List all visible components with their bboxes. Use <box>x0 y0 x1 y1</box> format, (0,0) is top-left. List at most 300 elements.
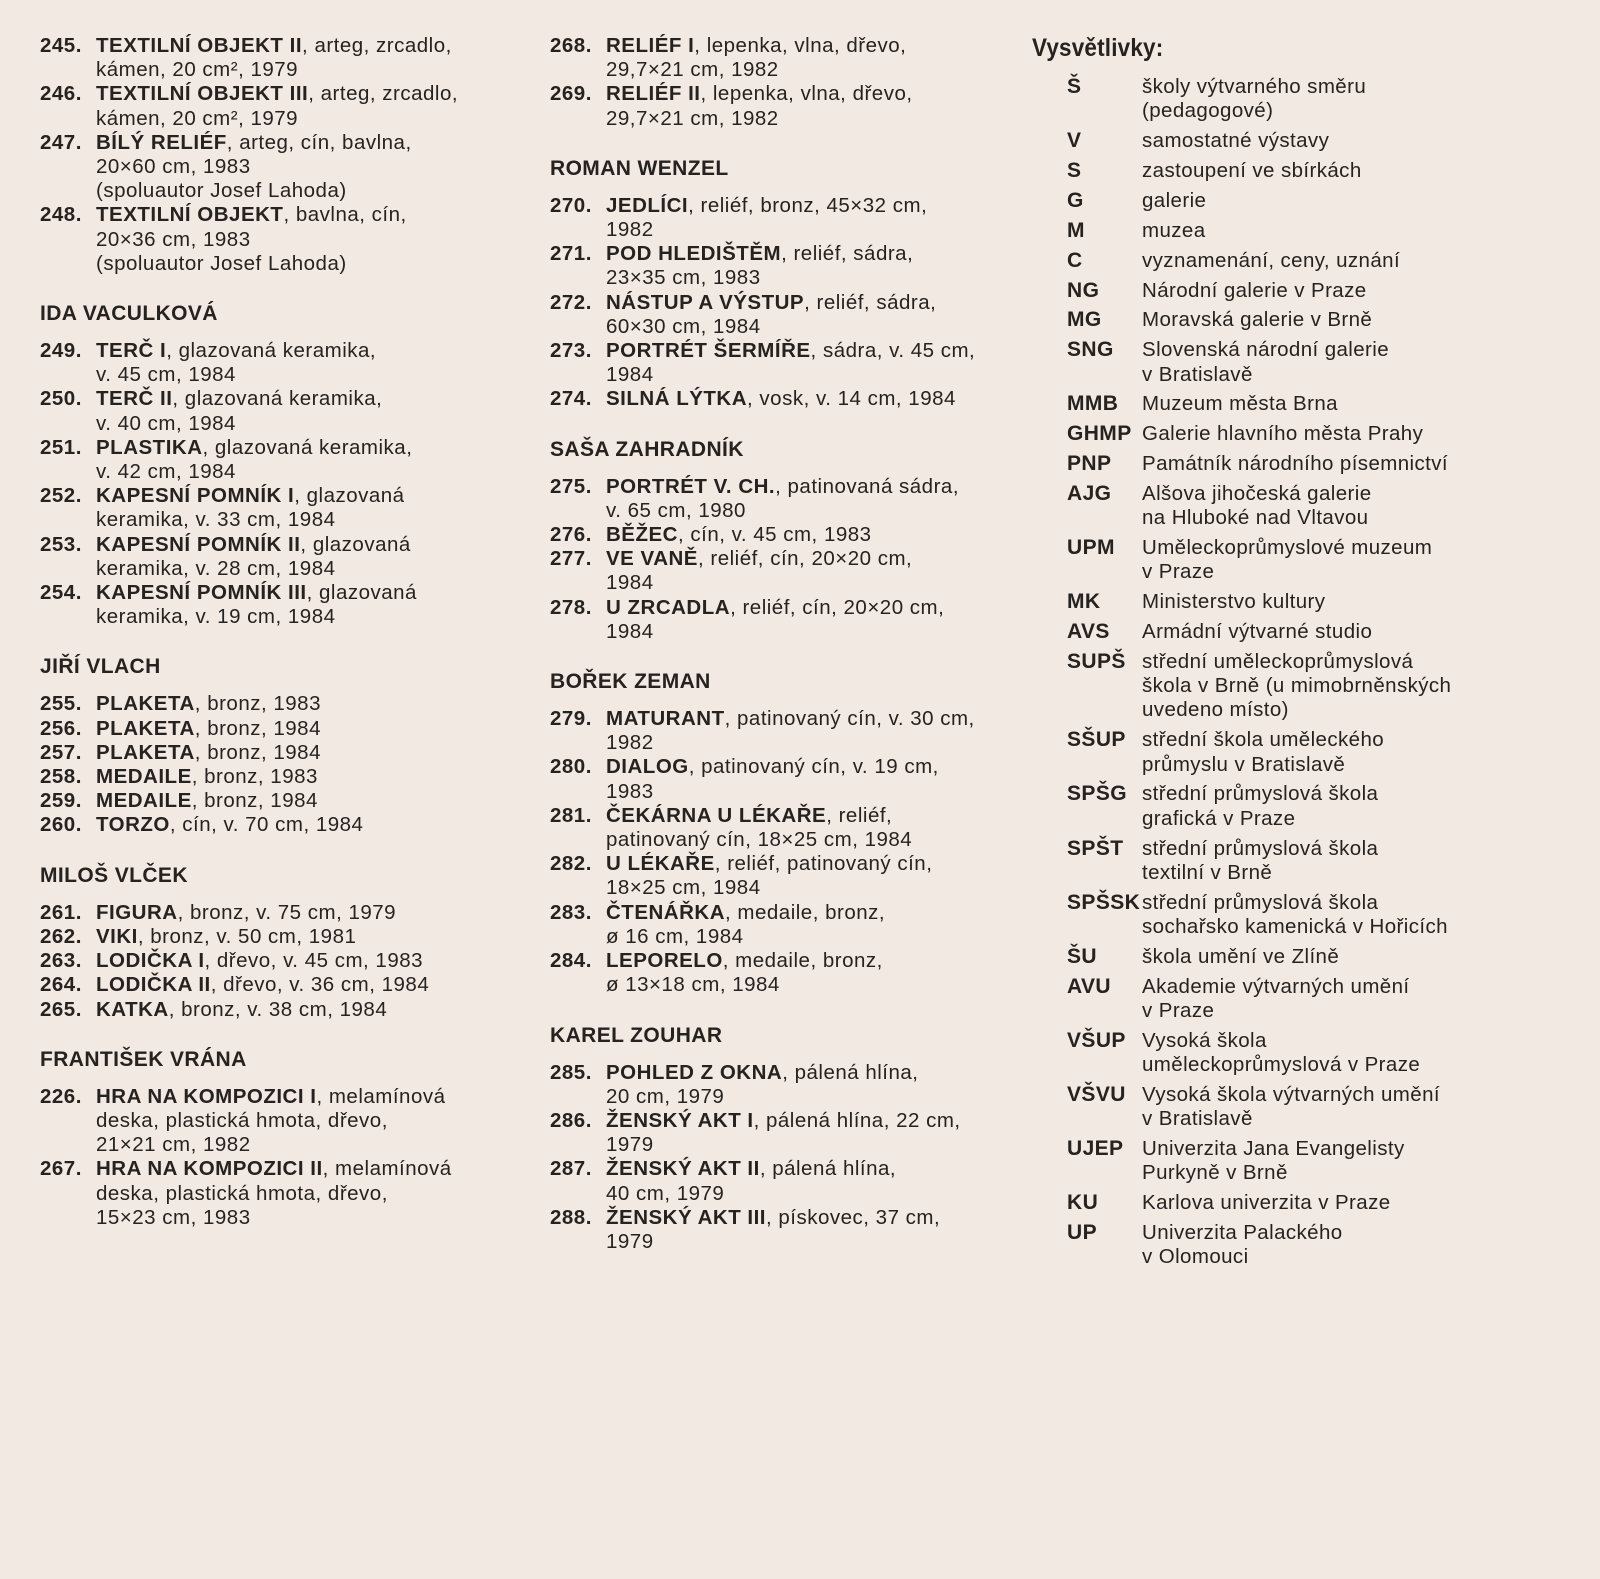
work-details: , medaile, bronz, ø 13×18 cm, 1984 <box>606 949 883 997</box>
work-details: , lepenka, vlna, dřevo, 29,7×21 cm, 1982 <box>606 34 907 82</box>
artist-name: IDA VACULKOVÁ <box>40 302 218 326</box>
entry-text <box>606 1061 1030 1109</box>
catalog-entry <box>550 1109 1030 1157</box>
work-details: , medaile, bronz, ø 16 cm, 1984 <box>606 900 886 948</box>
work-details: , pálená hlína, 20 cm, 1979 <box>606 1060 919 1108</box>
work-title: KATKA <box>96 997 169 1021</box>
work-details: , pálená hlína, 22 cm, 1979 <box>606 1108 961 1157</box>
catalog-entry <box>40 203 520 276</box>
legend-item <box>1032 338 1552 386</box>
work-title: ŽENSKÝ AKT III <box>606 1205 766 1229</box>
artist-section <box>550 1023 1030 1255</box>
catalog-entry <box>550 82 1030 130</box>
catalog-entry <box>550 755 1030 803</box>
catalog-entry <box>40 925 520 949</box>
legend-definition: Muzeum města Brna <box>1142 392 1338 416</box>
entry-text <box>606 949 1030 997</box>
entry-number: 285. <box>550 1060 592 1084</box>
work-details: , pálená hlína, 40 cm, 1979 <box>606 1157 897 1205</box>
work-title: ŽENSKÝ AKT I <box>606 1108 754 1132</box>
entry-number: 247. <box>40 130 82 154</box>
entry-number: 282. <box>550 852 592 876</box>
catalog-entry <box>40 82 520 130</box>
catalog-entry <box>40 692 520 716</box>
legend-abbreviation: NG <box>1067 278 1100 302</box>
work-title: BÍLÝ RELIÉF <box>96 130 227 154</box>
entry-number: 278. <box>550 595 592 619</box>
legend-definition: střední průmyslová škola textilní v Brně <box>1142 836 1379 884</box>
work-title: U ZRCADLA <box>606 595 731 619</box>
legend-item <box>1032 75 1552 123</box>
work-details: , melamínová deska, plastická hmota, dřevo, 21×21 cm, 1982 <box>96 1084 446 1157</box>
work-title: JEDLÍCI <box>606 193 689 217</box>
work-details: , sádra, v. 45 cm, 1984 <box>606 339 976 387</box>
catalog-entry <box>550 475 1030 523</box>
catalog-entry <box>550 596 1030 644</box>
legend-item <box>1032 975 1552 1023</box>
entry-number: 249. <box>40 339 82 363</box>
artist-section <box>40 654 520 837</box>
entry-text <box>606 523 1030 547</box>
entry-text <box>606 596 1030 644</box>
entry-number: 264. <box>40 973 82 997</box>
work-title: TEXTILNÍ OBJEKT II <box>96 34 303 57</box>
artist-section <box>550 669 1030 997</box>
work-title: HRA NA KOMPOZICI II <box>96 1157 323 1181</box>
catalog-entry <box>550 949 1030 997</box>
catalog-entry <box>550 194 1030 242</box>
entry-text <box>96 82 520 130</box>
artist-section <box>550 34 1030 131</box>
work-details: , dřevo, v. 36 cm, 1984 <box>210 973 430 997</box>
catalog-entry <box>40 813 520 837</box>
entry-text <box>606 852 1030 900</box>
work-title: TERČ II <box>96 387 173 411</box>
legend-abbreviation: MG <box>1067 308 1102 332</box>
legend-definition: střední průmyslová škola grafická v Praze <box>1142 782 1379 830</box>
work-details: , bronz, 1984 <box>194 716 321 740</box>
legend-item <box>1032 620 1552 644</box>
legend-abbreviation: ŠU <box>1067 944 1097 968</box>
work-details: , lepenka, vlna, dřevo, 29,7×21 cm, 1982 <box>606 82 913 130</box>
catalog-entry <box>40 717 520 741</box>
work-title: PORTRÉT V. CH. <box>606 474 776 498</box>
legend-definition: Akademie výtvarných umění v Praze <box>1142 974 1410 1022</box>
artist-name: ROMAN WENZEL <box>550 156 729 180</box>
legend-item <box>1032 891 1552 939</box>
entry-text <box>96 765 520 789</box>
legend-column <box>1032 34 1552 1275</box>
entry-text <box>606 194 1030 242</box>
work-details: , glazovaná keramika, v. 40 cm, 1984 <box>96 387 383 435</box>
entry-text <box>96 533 520 581</box>
entry-number: 279. <box>550 707 592 731</box>
work-title: VIKI <box>96 924 138 948</box>
legend-definition: vyznamenání, ceny, uznání <box>1142 248 1401 272</box>
legend-item <box>1032 590 1552 614</box>
entry-number: 269. <box>550 82 592 106</box>
catalog-entry <box>550 804 1030 852</box>
work-details: , glazovaná keramika, v. 33 cm, 1984 <box>96 484 405 532</box>
legend-definition: muzea <box>1142 218 1206 242</box>
entry-number: 258. <box>40 765 82 789</box>
catalog-entry <box>550 291 1030 339</box>
legend-abbreviation: VŠVU <box>1067 1082 1126 1106</box>
artist-name: MILOŠ VLČEK <box>40 863 188 887</box>
catalog-entry <box>40 901 520 925</box>
legend-item <box>1032 650 1552 723</box>
legend-item <box>1032 837 1552 885</box>
entry-number: 256. <box>40 716 82 740</box>
legend-definition: zastoupení ve sbírkách <box>1142 158 1362 182</box>
entry-number: 265. <box>40 997 82 1021</box>
entry-text <box>96 339 520 387</box>
work-details: , bronz, 1984 <box>194 740 321 764</box>
work-details: , reliéf, patinovaný cín, 18×25 cm, 1984 <box>606 803 913 852</box>
legend-abbreviation: UP <box>1067 1220 1097 1244</box>
entry-number: 284. <box>550 949 592 973</box>
catalog-entry <box>40 131 520 204</box>
entry-number: 255. <box>40 692 82 716</box>
legend-abbreviation: SPŠSK <box>1067 890 1141 914</box>
work-details: , arteg, zrcadlo, kámen, 20 cm², 1979 <box>96 34 452 82</box>
legend-item <box>1032 1137 1552 1185</box>
catalog-entry <box>40 581 520 629</box>
entry-text <box>96 741 520 765</box>
work-details: , bronz, v. 38 cm, 1984 <box>168 997 388 1021</box>
legend-abbreviation: UPM <box>1067 536 1115 560</box>
legend-item <box>1032 392 1552 416</box>
work-details: , patinovaný cín, v. 19 cm, 1983 <box>606 755 939 803</box>
legend-item <box>1032 308 1552 332</box>
legend-abbreviation: AVU <box>1067 974 1111 998</box>
legend-item <box>1032 219 1552 243</box>
entry-number: 287. <box>550 1157 592 1181</box>
catalog-entry <box>550 1157 1030 1205</box>
legend-definition: škola umění ve Zlíně <box>1142 944 1340 968</box>
legend-abbreviation: M <box>1067 218 1085 242</box>
work-title: LEPORELO <box>606 949 723 973</box>
legend-definition: Uměleckoprůmyslové muzeum v Praze <box>1142 536 1433 584</box>
entry-text <box>96 973 520 997</box>
work-details: , reliéf, cín, 20×20 cm, 1984 <box>606 595 945 643</box>
entry-number: 277. <box>550 547 592 571</box>
work-title: PLAKETA <box>96 740 195 764</box>
legend-definition: Vysoká škola výtvarných umění v Bratislavě <box>1142 1082 1440 1131</box>
work-title: LODIČKA II <box>96 973 211 997</box>
legend-definition: Vysoká škola uměleckoprůmyslová v Praze <box>1142 1028 1421 1076</box>
catalog-entry <box>550 707 1030 755</box>
work-details: , patinovaná sádra, v. 65 cm, 1980 <box>606 474 960 522</box>
legend-definition: Univerzita Palackého v Olomouci <box>1142 1220 1343 1269</box>
legend-item <box>1032 945 1552 969</box>
entry-text <box>96 484 520 532</box>
legend-abbreviation: PNP <box>1067 452 1112 476</box>
legend-definition: Karlova univerzita v Praze <box>1142 1191 1391 1214</box>
artist-section <box>550 156 1030 412</box>
catalog-entry <box>550 34 1030 82</box>
legend-item <box>1032 452 1552 476</box>
entry-text <box>96 1085 520 1158</box>
entry-text <box>606 1157 1030 1205</box>
legend-abbreviation: V <box>1067 129 1082 153</box>
work-title: BĚŽEC <box>606 523 678 547</box>
legend-item <box>1032 1191 1552 1215</box>
work-details: , vosk, v. 14 cm, 1984 <box>747 387 956 411</box>
legend-abbreviation: MMB <box>1067 392 1119 416</box>
catalog-entry <box>40 484 520 532</box>
legend-item <box>1032 279 1552 303</box>
entry-number: 226. <box>40 1084 82 1108</box>
entry-text <box>96 1157 520 1230</box>
entry-text <box>96 436 520 484</box>
catalog-entry <box>550 523 1030 547</box>
catalog-entry <box>550 1206 1030 1254</box>
legend-definition: Slovenská národní galerie v Bratislavě <box>1142 338 1390 386</box>
entry-text <box>96 34 520 82</box>
artist-name: FRANTIŠEK VRÁNA <box>40 1047 247 1071</box>
work-title: MATURANT <box>606 707 725 731</box>
work-title: POHLED Z OKNA <box>606 1060 783 1084</box>
work-title: ČTENÁŘKA <box>606 900 726 924</box>
work-details: , reliéf, sádra, 23×35 cm, 1983 <box>606 242 914 290</box>
entry-number: 250. <box>40 387 82 411</box>
work-details: , pískovec, 37 cm, 1979 <box>606 1205 941 1253</box>
legend-item <box>1032 782 1552 830</box>
catalog-entry <box>40 765 520 789</box>
entry-number: 286. <box>550 1108 592 1132</box>
entry-number: 251. <box>40 435 82 459</box>
entry-text <box>606 339 1030 387</box>
work-title: FIGURA <box>96 900 178 924</box>
legend-definition: samostatné výstavy <box>1142 129 1330 153</box>
entry-number: 271. <box>550 242 592 266</box>
legend-definition: střední škola uměleckého průmyslu v Bratislavě <box>1142 728 1385 776</box>
entry-text <box>96 131 520 204</box>
entry-number: 245. <box>40 34 82 57</box>
entry-text <box>606 901 1030 949</box>
entry-text <box>96 789 520 813</box>
work-title: RELIÉF II <box>606 82 701 106</box>
entry-number: 262. <box>40 924 82 948</box>
catalog-entry <box>40 949 520 973</box>
entry-number: 253. <box>40 532 82 556</box>
catalog-entry <box>40 533 520 581</box>
work-title: VE VANĚ <box>606 547 698 571</box>
entry-number: 257. <box>40 740 82 764</box>
entry-text <box>606 707 1030 755</box>
entry-number: 272. <box>550 290 592 314</box>
legend-title: Vysvětlivky: <box>1032 34 1164 62</box>
work-title: TEXTILNÍ OBJEKT <box>96 203 284 227</box>
entry-number: 288. <box>550 1205 592 1229</box>
legend-definition: Armádní výtvarné studio <box>1142 620 1373 644</box>
legend-abbreviation: MK <box>1067 590 1101 614</box>
catalog-entry <box>550 242 1030 290</box>
entry-text <box>96 692 520 716</box>
legend-abbreviation: AJG <box>1067 482 1112 506</box>
entry-text <box>606 1109 1030 1157</box>
work-title: PLASTIKA <box>96 435 203 459</box>
entry-number: 267. <box>40 1157 82 1181</box>
entry-text <box>606 291 1030 339</box>
work-details: , melamínová deska, plastická hmota, dřevo, 15×23 cm, 1983 <box>96 1157 452 1229</box>
entry-number: 276. <box>550 523 592 547</box>
legend-abbreviation: C <box>1067 248 1083 272</box>
artist-section <box>40 301 520 629</box>
legend-abbreviation: SŠUP <box>1067 728 1126 752</box>
legend-definition: galerie <box>1142 188 1207 212</box>
catalog-entry <box>40 1157 520 1230</box>
artist-section <box>40 34 520 276</box>
legend-abbreviation: GHMP <box>1067 422 1132 446</box>
work-details: , reliéf, patinovaný cín, 18×25 cm, 1984 <box>606 852 933 900</box>
work-details: , arteg, zrcadlo, kámen, 20 cm², 1979 <box>96 82 459 130</box>
legend-definition: školy výtvarného směru (pedagogové) <box>1142 75 1367 123</box>
legend-abbreviation: SPŠT <box>1067 836 1124 860</box>
catalog-entry <box>40 1085 520 1158</box>
entry-text <box>606 34 1030 82</box>
work-title: TORZO <box>96 813 170 837</box>
legend-abbreviation: Š <box>1067 75 1082 98</box>
work-details: , cín, v. 45 cm, 1983 <box>677 523 872 547</box>
legend-item <box>1032 189 1552 213</box>
entry-number: 246. <box>40 82 82 106</box>
entry-number: 268. <box>550 34 592 57</box>
legend-abbreviation: KU <box>1067 1191 1099 1214</box>
entry-number: 270. <box>550 193 592 217</box>
work-details: , bavlna, cín, 20×36 cm, 1983 (spoluautor Josef Lahoda) <box>96 203 407 275</box>
entry-text <box>606 387 1030 411</box>
work-details: , dřevo, v. 45 cm, 1983 <box>204 949 424 973</box>
entry-text <box>606 82 1030 130</box>
catalog-entry <box>40 339 520 387</box>
catalog-entry <box>550 547 1030 595</box>
work-title: TERČ I <box>96 339 167 363</box>
artist-section <box>550 437 1030 644</box>
catalog-entry <box>40 998 520 1022</box>
catalog-entry <box>40 436 520 484</box>
legend-abbreviation: G <box>1067 188 1084 212</box>
legend-item <box>1032 482 1552 530</box>
work-details: , arteg, cín, bavlna, 20×60 cm, 1983 (spoluautor Josef Lahoda) <box>96 130 412 203</box>
catalog-entry <box>40 387 520 435</box>
legend-definition: střední průmyslová škola sochařsko kamenická v Hořicích <box>1142 890 1448 938</box>
entry-text <box>96 203 520 276</box>
entry-text <box>96 581 520 629</box>
entry-number: 273. <box>550 339 592 363</box>
artist-name: BOŘEK ZEMAN <box>550 670 711 694</box>
entry-text <box>96 925 520 949</box>
work-details: , reliéf, bronz, 45×32 cm, 1982 <box>606 193 928 242</box>
entry-text <box>606 547 1030 595</box>
legend-definition: Památník národního písemnictví <box>1142 452 1448 476</box>
entry-text <box>606 1206 1030 1254</box>
work-title: PLAKETA <box>96 716 195 740</box>
entry-number: 283. <box>550 900 592 924</box>
entry-number: 252. <box>40 484 82 508</box>
work-title: PORTRÉT ŠERMÍŘE <box>606 339 811 363</box>
entry-number: 260. <box>40 813 82 837</box>
artist-name: SAŠA ZAHRADNÍK <box>550 437 744 461</box>
work-title: POD HLEDIŠTĚM <box>606 242 782 266</box>
legend-item <box>1032 1083 1552 1131</box>
catalog-column-2 <box>550 34 1030 1254</box>
legend-item <box>1032 1221 1552 1269</box>
entry-text <box>96 949 520 973</box>
entry-text <box>96 813 520 837</box>
legend-item <box>1032 1029 1552 1077</box>
entry-number: 274. <box>550 387 592 411</box>
catalog-column-1 <box>40 34 520 1230</box>
legend-definition: Alšova jihočeská galerie na Hluboké nad Vltavou <box>1142 482 1372 530</box>
work-title: KAPESNÍ POMNÍK III <box>96 581 307 605</box>
entry-text <box>96 901 520 925</box>
entry-number: 263. <box>40 949 82 973</box>
legend-abbreviation: SNG <box>1067 338 1114 362</box>
work-title: DIALOG <box>606 755 689 779</box>
work-title: MEDAILE <box>96 765 192 789</box>
legend-definition: Moravská galerie v Brně <box>1142 308 1373 332</box>
legend-abbreviation: UJEP <box>1067 1136 1124 1160</box>
artist-section <box>40 863 520 1022</box>
legend-abbreviation: AVS <box>1067 620 1110 644</box>
work-title: ŽENSKÝ AKT II <box>606 1157 760 1181</box>
entry-number: 248. <box>40 203 82 227</box>
work-title: KAPESNÍ POMNÍK I <box>96 484 295 508</box>
catalog-entry <box>550 852 1030 900</box>
artist-section <box>40 1047 520 1230</box>
work-title: PLAKETA <box>96 692 195 716</box>
catalog-entry <box>40 789 520 813</box>
work-details: , glazovaná keramika, v. 45 cm, 1984 <box>96 339 377 387</box>
legend-item <box>1032 422 1552 446</box>
work-title: KAPESNÍ POMNÍK II <box>96 532 301 556</box>
legend-definition: Galerie hlavního města Prahy <box>1142 422 1424 446</box>
catalog-entry <box>550 339 1030 387</box>
work-details: , bronz, v. 50 cm, 1981 <box>137 924 357 948</box>
entry-number: 254. <box>40 581 82 605</box>
entry-text <box>606 804 1030 852</box>
catalog-entry <box>40 741 520 765</box>
legend-item <box>1032 249 1552 273</box>
catalog-entry <box>40 973 520 997</box>
legend-definition: Ministerstvo kultury <box>1142 590 1326 614</box>
work-details: , reliéf, cín, 20×20 cm, 1984 <box>606 547 913 595</box>
entry-text <box>96 387 520 435</box>
entry-number: 280. <box>550 755 592 779</box>
legend-definition: Národní galerie v Praze <box>1142 278 1367 302</box>
work-details: , bronz, 1984 <box>191 789 318 813</box>
work-details: , glazovaná keramika, v. 42 cm, 1984 <box>96 435 413 484</box>
entry-number: 261. <box>40 900 82 924</box>
legend-abbreviation: SPŠG <box>1067 782 1127 806</box>
catalog-entry <box>550 1061 1030 1109</box>
work-details: , patinovaný cín, v. 30 cm, 1982 <box>606 707 975 755</box>
legend-item <box>1032 536 1552 584</box>
work-title: TEXTILNÍ OBJEKT III <box>96 82 309 106</box>
work-details: , cín, v. 70 cm, 1984 <box>169 813 364 837</box>
entry-number: 275. <box>550 474 592 498</box>
work-title: NÁSTUP A VÝSTUP <box>606 290 805 314</box>
work-details: , bronz, v. 75 cm, 1979 <box>177 900 397 924</box>
work-title: MEDAILE <box>96 789 192 813</box>
work-details: , reliéf, sádra, 60×30 cm, 1984 <box>606 290 937 338</box>
catalog-entry <box>550 387 1030 411</box>
work-title: SILNÁ LÝTKA <box>606 387 748 411</box>
catalog-entry <box>40 34 520 82</box>
entry-text <box>606 475 1030 523</box>
